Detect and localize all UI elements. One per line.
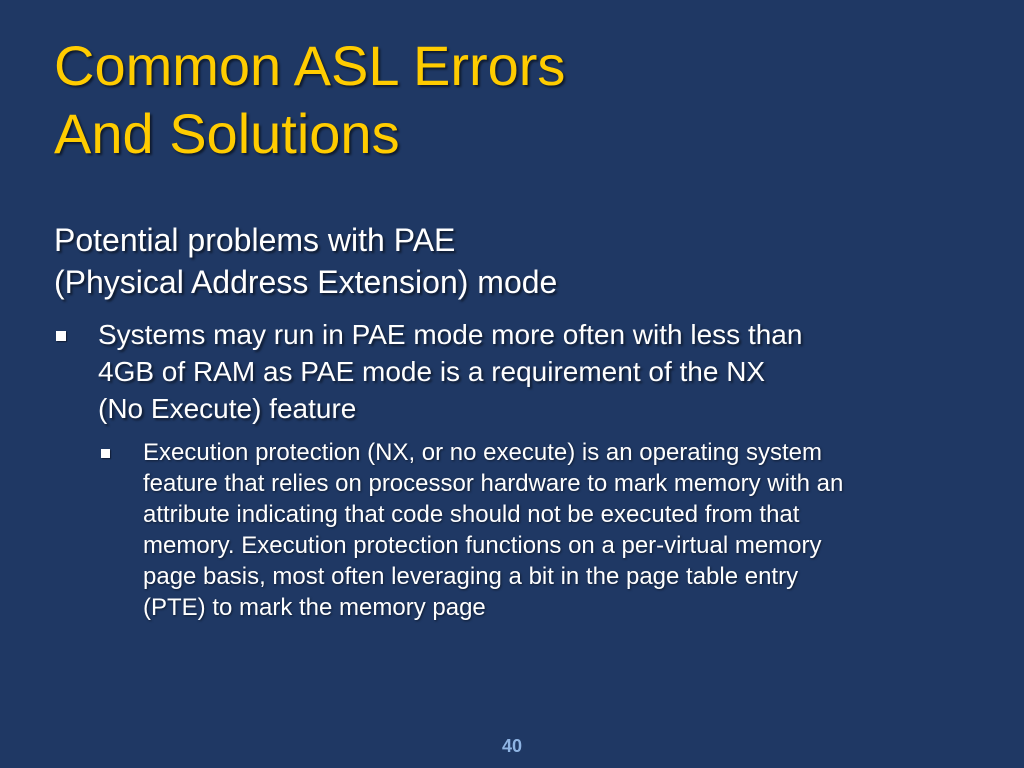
bullet-line: feature that relies on processor hardware to mark memory with an [143,470,844,497]
title-line: Common ASL Errors [54,34,566,97]
square-bullet-icon [56,331,66,341]
page-number: 40 [501,736,523,756]
bullet-line: 4GB of RAM as PAE mode is a requirement of the NX [98,356,766,387]
square-bullet-icon [101,449,110,458]
bullet-line: page basis, most often leveraging a bit in the page table entry [143,563,799,590]
section-heading [54,219,974,303]
bullet-level-2-text [143,437,979,623]
bullet-line: Systems may run in PAE mode more often with less than [98,319,803,350]
bullet-line: memory. Execution protection functions on a per-virtual memory [143,532,822,559]
title-line: And Solutions [54,102,400,165]
bullet-line: attribute indicating that code should not be executed from that [143,501,800,528]
bullet-line: (PTE) to mark the memory page [143,594,486,621]
section-heading-line: Potential problems with PAE [54,222,456,258]
bullet-level-1-text [98,316,978,427]
bullet-line: (No Execute) feature [98,393,357,424]
slide-title [54,32,954,168]
section-heading-line: (Physical Address Extension) mode [54,264,558,300]
bullet-line: Execution protection (NX, or no execute) is an operating system [143,439,823,466]
